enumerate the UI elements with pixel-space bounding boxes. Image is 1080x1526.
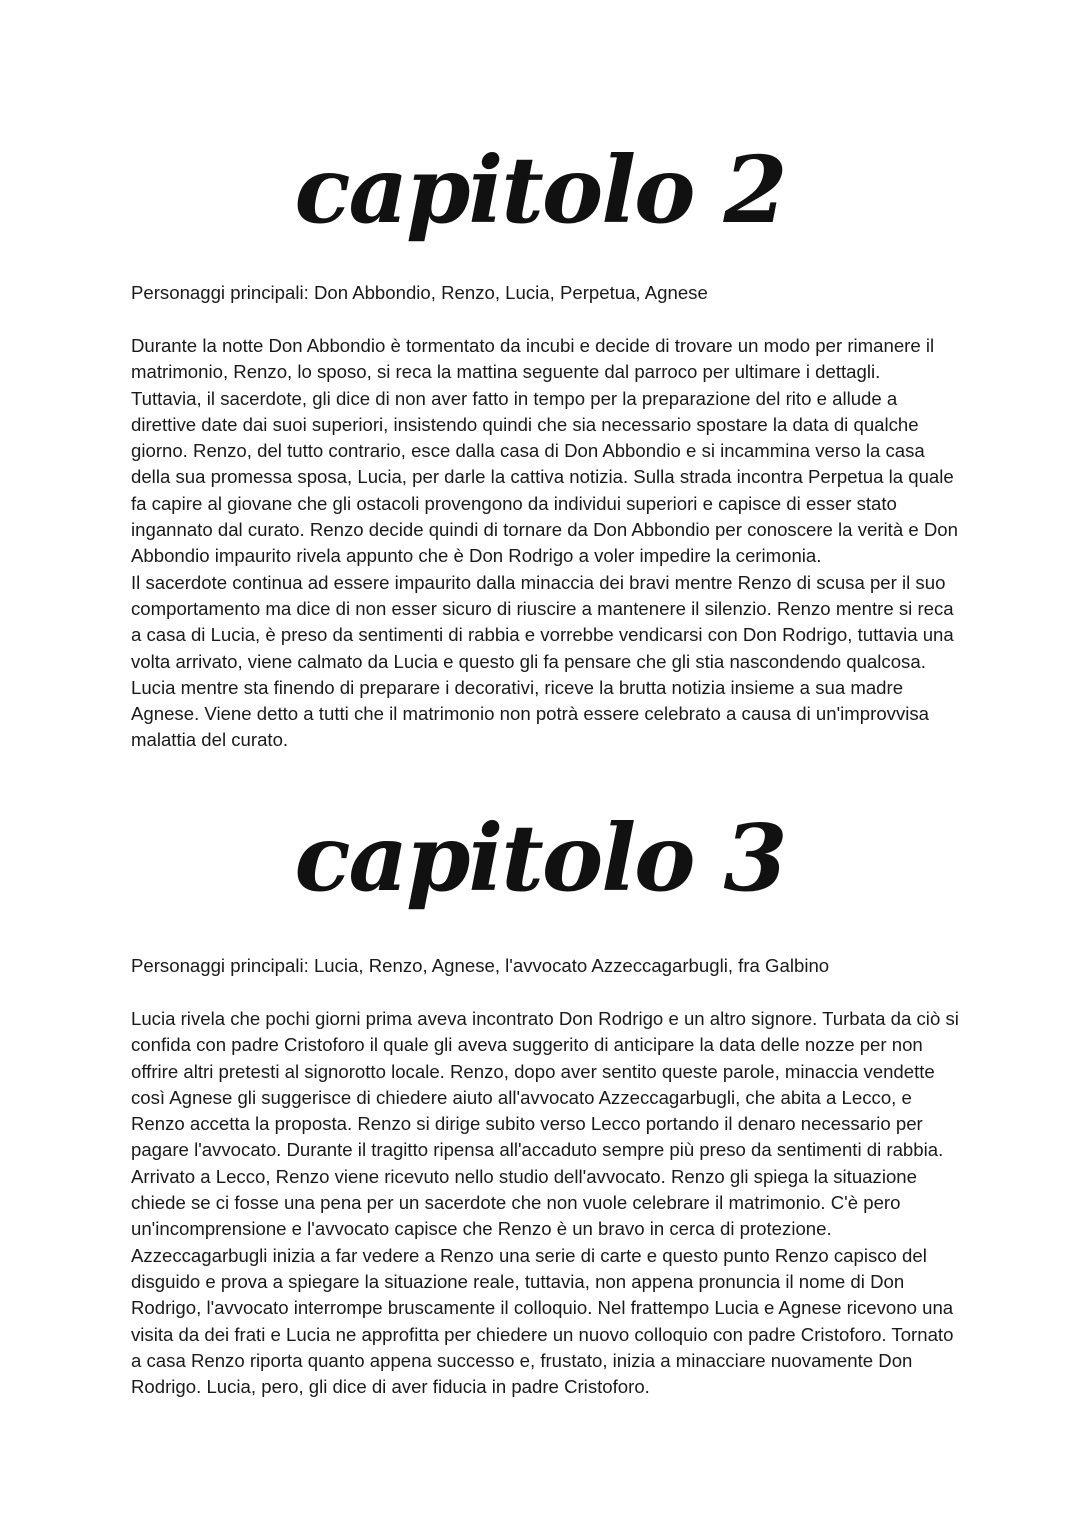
chapter-3-body	[131, 1006, 961, 1400]
chapter-3-title: capitolo 3	[294, 804, 786, 912]
chapter-2-title: capitolo 2	[294, 136, 786, 244]
chapter-3-paragraph-1: Lucia rivela che pochi giorni prima aveva incontrato Don Rodrigo e un altro signore. Turbata da ciò si confida con padre Cristoforo il quale gli aveva suggerito di anticipare la data delle nozze per non offrire altri pretesti al signorotto locale. Renzo, dopo aver sentito queste parole, minaccia vendette così Agnese gli suggerisce di chiedere aiuto all'avvocato Azzeccagarbugli, che abita a Lecco, e Renzo accetta la proposta. Renzo si dirige subito verso Lecco portando il denaro necessario per pagare l'avvocato. Durante il tragitto ripensa all'accaduto sempre più preso da sentimenti di rabbia. Arrivato a Lecco, Renzo viene ricevuto nello studio dell'avvocato. Renzo gli spiega la situazione chiede se ci fosse una pena per un sacerdote che non vuole celebrare il matrimonio. C'è pero un'incomprensione e l'avvocato capisce che Renzo è un bravo in cerca di protezione. Azzeccagarbugli inizia a far vedere a Renzo una serie di carte e questo punto Renzo capisco del disguido e prova a spiegare la situazione reale, tuttavia, non appena pronuncia il nome di Don Rodrigo, l'avvocato interrompe bruscamente il colloquio. Nel frattempo Lucia e Agnese ricevono una visita da dei frati e Lucia ne approfitta per chiedere un nuovo colloquio con padre Cristoforo. Tornato a casa Renzo riporta quanto appena successo e, frustato, inizia a minacciare nuovamente Don Rodrigo. Lucia, pero, gli dice di aver fiducia in padre Cristoforo.	[131, 1008, 959, 1398]
chapter-2-paragraph-1: Durante la notte Don Abbondio è tormentato da incubi e decide di trovare un modo per rimanere il matrimonio, Renzo, lo sposo, si reca la mattina seguente dal parroco per ultimare i dettagli.	[131, 335, 935, 383]
chapter-2-body	[131, 333, 961, 754]
chapter-3-characters: Personaggi principali: Lucia, Renzo, Agnese, l'avvocato Azzeccagarbugli, fra Galbino	[131, 955, 830, 976]
chapter-2-paragraph-2: Tuttavia, il sacerdote, gli dice di non aver fatto in tempo per la preparazione del rito e allude a direttive date dai suoi superiori, insistendo quindi che sia necessario spostare la data di qualche giorno. Renzo, del tutto contrario, esce dalla casa di Don Abbondio e si incammina verso la casa della sua promessa sposa, Lucia, per darle la cattiva notizia. Sulla strada incontra Perpetua la quale fa capire al giovane che gli ostacoli provengono da individui superiori e capisce di esser stato ingannato dal curato. Renzo decide quindi di tornare da Don Abbondio per conoscere la verità e Don Abbondio impaurito rivela appunto che è Don Rodrigo a voler impedire la cerimonia.	[131, 387, 958, 567]
chapter-2-paragraph-3: Il sacerdote continua ad essere impaurito dalla minaccia dei bravi mentre Renzo di scusa per il suo comportamento ma dice di non esser sicuro di riuscire a mantenere il silenzio. Renzo mentre si reca a casa di Lucia, è preso da sentimenti di rabbia e vorrebbe vendicarsi con Don Rodrigo, tuttavia una volta arrivato, viene calmato da Lucia e questo gli fa pensare che gli stia nascondendo qualcosa. Lucia mentre sta finendo di preparare i decorativi, riceve la brutta notizia insieme a sua madre Agnese. Viene detto a tutti che il matrimonio non potrà essere celebrato a causa di un'improvvisa malattia del curato.	[131, 571, 954, 751]
chapter-2-characters: Personaggi principali: Don Abbondio, Renzo, Lucia, Perpetua, Agnese	[131, 282, 708, 303]
